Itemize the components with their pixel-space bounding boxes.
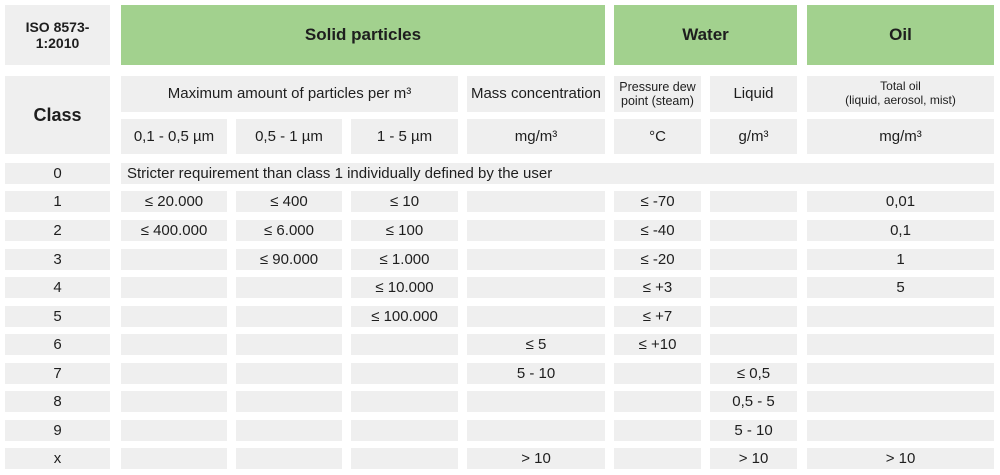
value-cell xyxy=(121,249,227,270)
value-cell: ≤ 100.000 xyxy=(351,306,458,327)
value-cell: ≤ +7 xyxy=(614,306,701,327)
value-cell: 0,5 - 5 xyxy=(710,391,797,412)
value-cell xyxy=(467,306,605,327)
value-cell xyxy=(236,306,342,327)
solid-particles-header: Solid particles xyxy=(121,5,605,65)
unit-cell: 1 - 5 µm xyxy=(351,119,458,154)
value-cell xyxy=(467,220,605,241)
unit-cell: 0,1 - 0,5 µm xyxy=(121,119,227,154)
max-particles-subheader: Maximum amount of particles per m³ xyxy=(121,76,458,112)
value-cell xyxy=(467,391,605,412)
class-label-cell: 7 xyxy=(5,363,110,384)
value-cell: ≤ 0,5 xyxy=(710,363,797,384)
value-cell xyxy=(710,306,797,327)
value-cell xyxy=(807,420,994,441)
class-label-cell: 1 xyxy=(5,191,110,212)
value-cell xyxy=(351,420,458,441)
value-cell xyxy=(351,448,458,469)
value-cell: 5 xyxy=(807,277,994,298)
unit-cell: g/m³ xyxy=(710,119,797,154)
value-cell: ≤ -20 xyxy=(614,249,701,270)
value-cell xyxy=(236,420,342,441)
value-cell xyxy=(710,334,797,355)
value-cell xyxy=(121,448,227,469)
value-cell: ≤ 400.000 xyxy=(121,220,227,241)
unit-cell: 0,5 - 1 µm xyxy=(236,119,342,154)
value-cell: 0,01 xyxy=(807,191,994,212)
value-cell xyxy=(236,363,342,384)
value-cell xyxy=(710,220,797,241)
class-0-note: Stricter requirement than class 1 individually defined by the user xyxy=(121,163,994,184)
unit-cell: mg/m³ xyxy=(807,119,994,154)
value-cell xyxy=(121,391,227,412)
value-cell xyxy=(614,420,701,441)
value-cell: ≤ 10.000 xyxy=(351,277,458,298)
standard-title-cell: ISO 8573- 1:2010 xyxy=(5,5,110,65)
value-cell: ≤ 10 xyxy=(351,191,458,212)
value-cell xyxy=(710,249,797,270)
value-cell xyxy=(351,391,458,412)
value-cell: ≤ 90.000 xyxy=(236,249,342,270)
value-cell: ≤ 100 xyxy=(351,220,458,241)
value-cell xyxy=(710,277,797,298)
value-cell xyxy=(121,334,227,355)
oil-header: Oil xyxy=(807,5,994,65)
value-cell xyxy=(614,448,701,469)
value-cell: > 10 xyxy=(467,448,605,469)
water-header: Water xyxy=(614,5,797,65)
value-cell: 0,1 xyxy=(807,220,994,241)
class-column-header: Class xyxy=(5,76,110,154)
value-cell xyxy=(236,448,342,469)
value-cell: ≤ 20.000 xyxy=(121,191,227,212)
mass-concentration-subheader: Mass concentration xyxy=(467,76,605,112)
value-cell xyxy=(351,334,458,355)
value-cell xyxy=(467,249,605,270)
liquid-subheader: Liquid xyxy=(710,76,797,112)
unit-cell: mg/m³ xyxy=(467,119,605,154)
value-cell xyxy=(807,306,994,327)
value-cell xyxy=(236,391,342,412)
value-cell: ≤ 400 xyxy=(236,191,342,212)
class-label-cell: x xyxy=(5,448,110,469)
value-cell xyxy=(807,391,994,412)
value-cell: 5 - 10 xyxy=(710,420,797,441)
value-cell: 1 xyxy=(807,249,994,270)
total-oil-subheader: Total oil (liquid, aerosol, mist) xyxy=(807,76,994,112)
value-cell xyxy=(351,363,458,384)
value-cell xyxy=(467,191,605,212)
value-cell xyxy=(807,334,994,355)
class-label-cell: 9 xyxy=(5,420,110,441)
value-cell: ≤ +10 xyxy=(614,334,701,355)
pressure-dew-point-subheader: Pressure dew point (steam) xyxy=(614,76,701,112)
value-cell: ≤ -40 xyxy=(614,220,701,241)
unit-cell: °C xyxy=(614,119,701,154)
class-label-cell: 8 xyxy=(5,391,110,412)
class-label-cell: 4 xyxy=(5,277,110,298)
value-cell xyxy=(236,334,342,355)
value-cell: > 10 xyxy=(807,448,994,469)
value-cell: 5 - 10 xyxy=(467,363,605,384)
value-cell: ≤ -70 xyxy=(614,191,701,212)
value-cell xyxy=(121,277,227,298)
value-cell xyxy=(614,391,701,412)
class-label-cell: 0 xyxy=(5,163,110,184)
value-cell xyxy=(807,363,994,384)
value-cell xyxy=(236,277,342,298)
class-label-cell: 6 xyxy=(5,334,110,355)
value-cell xyxy=(467,277,605,298)
value-cell: ≤ 5 xyxy=(467,334,605,355)
value-cell xyxy=(121,420,227,441)
value-cell: > 10 xyxy=(710,448,797,469)
value-cell xyxy=(121,306,227,327)
value-cell xyxy=(121,363,227,384)
value-cell: ≤ +3 xyxy=(614,277,701,298)
class-label-cell: 5 xyxy=(5,306,110,327)
value-cell xyxy=(710,191,797,212)
class-label-cell: 3 xyxy=(5,249,110,270)
value-cell xyxy=(614,363,701,384)
value-cell: ≤ 1.000 xyxy=(351,249,458,270)
value-cell xyxy=(467,420,605,441)
value-cell: ≤ 6.000 xyxy=(236,220,342,241)
class-label-cell: 2 xyxy=(5,220,110,241)
